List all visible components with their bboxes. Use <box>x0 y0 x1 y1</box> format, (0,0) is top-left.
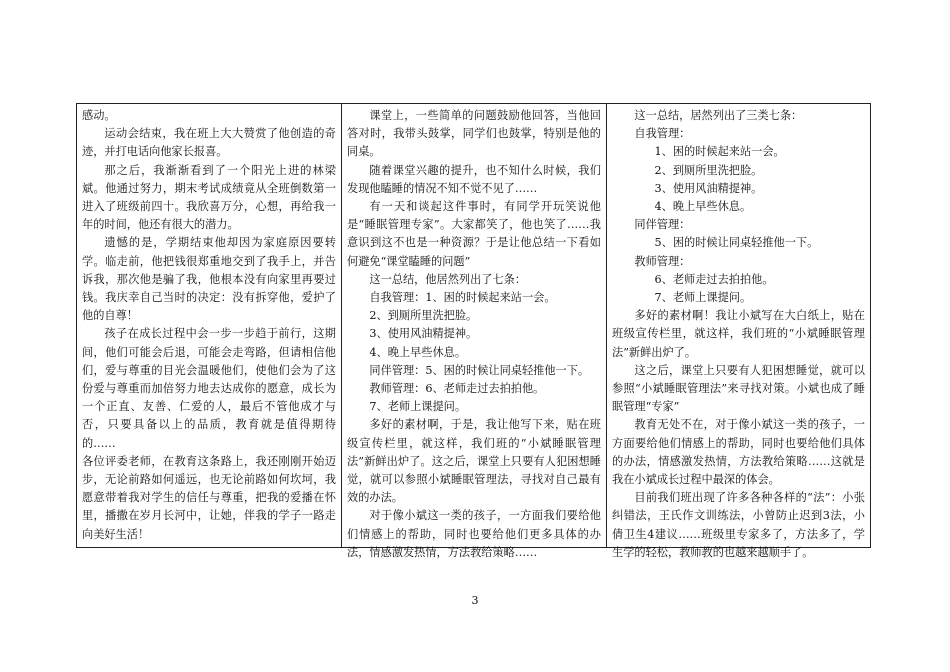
paragraph: 7、老师上课提问。 <box>654 291 752 305</box>
table-column-middle <box>342 104 607 559</box>
paragraph: 教育无处不在，对于像小斌这一类的孩子，一方面要给他们情感上的帮助，同时也要给他们具体的办法，情感激发热情，方法教给策略……这就是我在小斌成长过程中最深的体会。 <box>612 418 865 487</box>
paragraph: 有一天和谈起这件事时，有同学开玩笑说他是“睡眠管理专家”。大家都笑了，他也笑了……我意识到这不也是一种资源？于是让他总结一下看如何避免“课堂瞌睡的问题” <box>347 200 601 268</box>
paragraph: 这之后，课堂上只要有人犯困想睡觉，就可以参照“小斌睡眠管理法”来寻找对策。小斌也成了睡眠管理“专家” <box>612 363 865 414</box>
page-number: 3 <box>471 594 479 607</box>
paragraph: 6、老师走过去拍拍他。 <box>654 272 774 286</box>
paragraph: 感动。 <box>82 109 116 122</box>
paragraph: 5、困的时候让同桌轻推他一下。 <box>654 236 819 250</box>
paragraph: 这一总结，居然列出了三类七条： <box>634 109 803 122</box>
table-column-right <box>607 104 870 559</box>
paragraph: 运动会结束，我在班上大大赞赏了他创造的奇迹，并打电话向他家长报喜。 <box>82 127 336 159</box>
content-table <box>76 103 871 559</box>
paragraph: 2、到厕所里洗把脸。 <box>369 309 478 323</box>
paragraph: 自我管理：1、困的时候起来站一会。 <box>369 291 556 305</box>
paragraph: 这一总结，他居然列出了七条： <box>369 272 527 286</box>
paragraph: 1、困的时候起来站一会。 <box>654 145 785 159</box>
paragraph: 同伴管理： <box>634 218 691 232</box>
paragraph: 那之后，我渐渐看到了一个阳光上进的林梁斌。他通过努力，期末考试成绩竟从全班倒数第一进入了班级前四十。我欣喜万分，心想，再给我一年的时间，他还有很大的潜力。 <box>82 163 336 232</box>
paragraph: 4、晚上早些休息。 <box>369 345 467 359</box>
paragraph: 多好的素材啊！我让小斌写在大白纸上，贴在班级宣传栏里，就这样，我们班的“小斌睡眠管理法”新鲜出炉了。 <box>612 309 865 359</box>
paragraph: 遗憾的是，学期结束他却因为家庭原因要转学。临走前，他把钱很郑重地交到了我手上，并告诉我，那次他是骗了我，他根本没有向家里再要过钱。我庆幸自己当时的决定：没有拆穿他，爱护了他的自尊！ <box>82 236 336 323</box>
paragraph: 2、到厕所里洗把脸。 <box>654 163 763 177</box>
paragraph: 孩子在成长过程中会一步一步趋于前行，这期间，他们可能会后退，可能会走弯路，但请相信他们，爱与尊重的目光会温暖他们，使他们会为了这份爱与尊重而加倍努力地去达成你的愿意，成长为一个正直、友善、仁爱的人，最后不管他成才与否，只要具备以上的品质，教育就是值得期待的…… <box>82 327 336 450</box>
paragraph: 教师管理：6、老师走过去拍拍他。 <box>369 382 545 396</box>
paragraph: 对于像小斌这一类的孩子，一方面我们要给他们情感上的帮助，同时也要给他们更多具体的办法，情感激发热情，方法教给策略…… <box>347 509 601 559</box>
paragraph: 3、使用风油精提神。 <box>369 327 478 341</box>
paragraph: 目前我们班出现了许多各种各样的“法”：小张纠错法，王氏作文训练法，小曾防止迟到3法，小倩卫生4建议……班级里专家多了，方法多了，学生学的轻松，教师教的也越来越顺手了。 <box>612 491 865 559</box>
paragraph: 多好的素材啊，于是，我让他写下来，贴在班级宣传栏里，就这样，我们班的“小斌睡眠管理法”新鲜出炉了。这之后，课堂上只要有人犯困想睡觉，就可以参照小斌睡眠管理法，寻找对自己最有效的办法。 <box>347 418 601 505</box>
paragraph: 课堂上，一些简单的问题鼓励他回答，当他回答对时，我带头鼓掌，同学们也鼓掌，特别是他的同桌。 <box>347 109 601 159</box>
paragraph: 4、晚上早些休息。 <box>654 200 752 214</box>
paragraph: 自我管理： <box>634 127 691 141</box>
paragraph: 3、使用风油精提神。 <box>654 181 763 195</box>
paragraph: 各位评委老师，在教育这条路上，我还刚刚开始迈步，无论前路如何遥远，也无论前路如何坎坷，我愿意带着我对学生的信任与尊重，把我的爱播在怀里，播撒在岁月长河中，让她，伴我的学子一路走向美好生活！ <box>82 454 336 541</box>
paragraph: 教师管理： <box>634 254 691 268</box>
table-column-left <box>77 104 342 547</box>
paragraph: 7、老师上课提问。 <box>369 400 467 414</box>
paragraph: 随着课堂兴趣的提升，也不知什么时候，我们发现他瞌睡的情况不知不觉不见了…… <box>347 163 601 195</box>
paragraph: 同伴管理：5、困的时候让同桌轻推他一下。 <box>369 363 590 377</box>
